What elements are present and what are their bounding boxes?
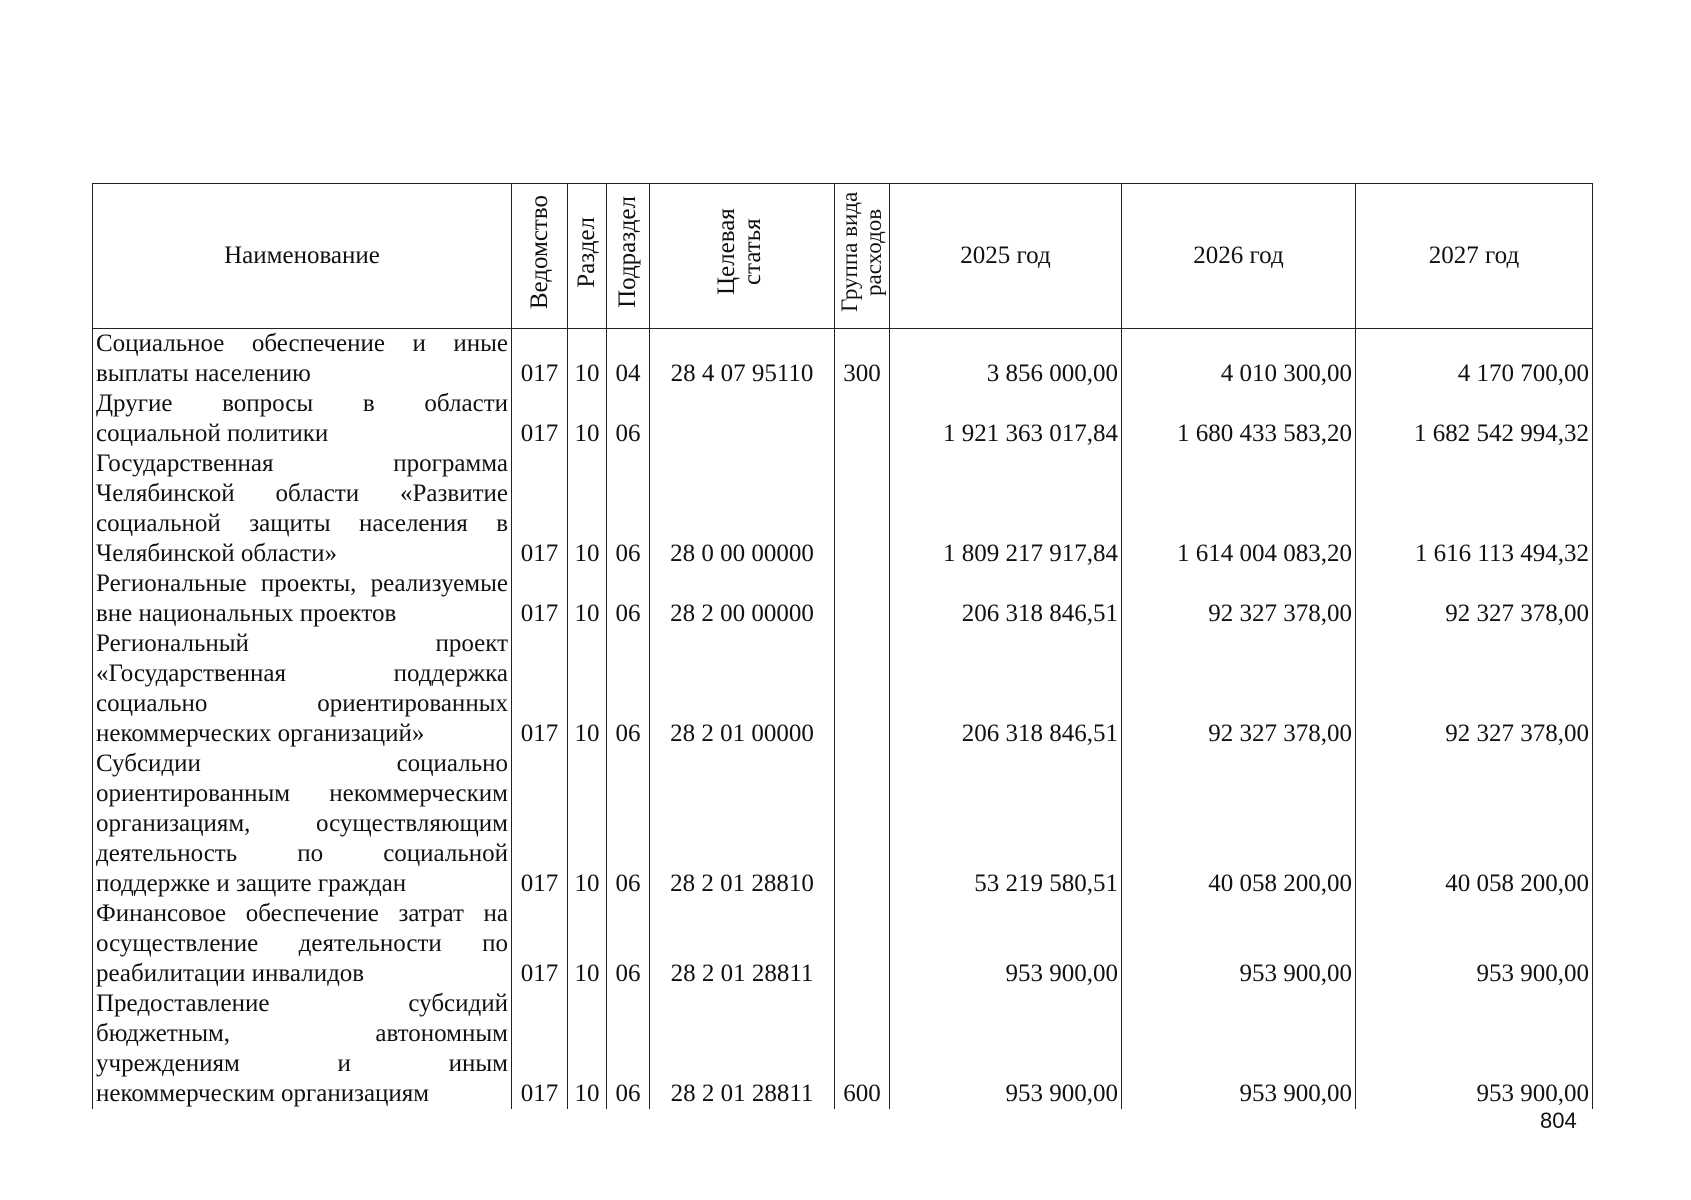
cell-name: Финансовое обеспечение затрат на осуществление деятельности по реабилитации инвалидов [93, 899, 512, 989]
table-row [93, 899, 1593, 989]
table-row [93, 629, 1593, 749]
cell-vedomstvo: 017 [512, 989, 568, 1109]
cell-2025: 206 318 846,51 [890, 629, 1122, 749]
cell-podrazdel: 06 [607, 389, 650, 449]
cell-podrazdel: 06 [607, 629, 650, 749]
cell-2027: 953 900,00 [1356, 989, 1593, 1109]
header-2027: 2027 год [1356, 184, 1593, 329]
cell-tselevaya-statya [650, 389, 835, 449]
cell-tselevaya-statya: 28 2 01 28811 [650, 989, 835, 1109]
header-razdel: Раздел [568, 184, 607, 329]
cell-name: Региональный проект «Государственная поддержка социально ориентированных некоммерческих организаций» [93, 629, 512, 749]
cell-2025: 206 318 846,51 [890, 569, 1122, 629]
cell-razdel: 10 [568, 449, 607, 569]
cell-2027: 1 616 113 494,32 [1356, 449, 1593, 569]
cell-2026: 40 058 200,00 [1122, 749, 1356, 899]
cell-vedomstvo: 017 [512, 569, 568, 629]
header-vedomstvo: Ведомство [512, 184, 568, 329]
cell-vedomstvo: 017 [512, 899, 568, 989]
cell-name: Другие вопросы в области социальной политики [93, 389, 512, 449]
cell-2027: 1 682 542 994,32 [1356, 389, 1593, 449]
header-row [93, 184, 1593, 329]
cell-2025: 953 900,00 [890, 989, 1122, 1109]
table-row [93, 749, 1593, 899]
cell-gruppa-vida-rashodov [835, 899, 890, 989]
cell-2027: 92 327 378,00 [1356, 569, 1593, 629]
cell-gruppa-vida-rashodov [835, 569, 890, 629]
cell-2026: 4 010 300,00 [1122, 329, 1356, 390]
cell-tselevaya-statya: 28 0 00 00000 [650, 449, 835, 569]
table-row [93, 569, 1593, 629]
header-tselevaya-statya: Целевая статья [650, 184, 835, 329]
cell-razdel: 10 [568, 389, 607, 449]
cell-tselevaya-statya: 28 2 00 00000 [650, 569, 835, 629]
table-row [93, 389, 1593, 449]
cell-gruppa-vida-rashodov [835, 629, 890, 749]
cell-2026: 1 680 433 583,20 [1122, 389, 1356, 449]
cell-podrazdel: 04 [607, 329, 650, 390]
cell-2027: 953 900,00 [1356, 899, 1593, 989]
table-row [93, 449, 1593, 569]
cell-name: Социальное обеспечение и иные выплаты населению [93, 329, 512, 390]
cell-vedomstvo: 017 [512, 749, 568, 899]
cell-vedomstvo: 017 [512, 329, 568, 390]
cell-razdel: 10 [568, 749, 607, 899]
cell-podrazdel: 06 [607, 749, 650, 899]
table-row [93, 329, 1593, 390]
cell-gruppa-vida-rashodov: 600 [835, 989, 890, 1109]
cell-razdel: 10 [568, 899, 607, 989]
cell-podrazdel: 06 [607, 569, 650, 629]
cell-name: Предоставление субсидий бюджетным, автономным учреждениям и иным некоммерческим организациям [93, 989, 512, 1109]
cell-2025: 3 856 000,00 [890, 329, 1122, 390]
cell-razdel: 10 [568, 989, 607, 1109]
cell-2025: 953 900,00 [890, 899, 1122, 989]
cell-2026: 92 327 378,00 [1122, 629, 1356, 749]
cell-name: Субсидии социально ориентированным некоммерческим организациям, осуществляющим деятельность по социальной поддержке и защите граждан [93, 749, 512, 899]
cell-2025: 53 219 580,51 [890, 749, 1122, 899]
cell-2027: 92 327 378,00 [1356, 629, 1593, 749]
cell-razdel: 10 [568, 629, 607, 749]
cell-podrazdel: 06 [607, 449, 650, 569]
cell-gruppa-vida-rashodov: 300 [835, 329, 890, 390]
page-number: 804 [1540, 1108, 1577, 1133]
budget-table [92, 183, 1593, 1109]
cell-2026: 953 900,00 [1122, 899, 1356, 989]
cell-2025: 1 921 363 017,84 [890, 389, 1122, 449]
cell-podrazdel: 06 [607, 899, 650, 989]
cell-tselevaya-statya: 28 2 01 28810 [650, 749, 835, 899]
table-row [93, 989, 1593, 1109]
cell-2027: 40 058 200,00 [1356, 749, 1593, 899]
cell-2026: 1 614 004 083,20 [1122, 449, 1356, 569]
cell-podrazdel: 06 [607, 989, 650, 1109]
cell-tselevaya-statya: 28 2 01 00000 [650, 629, 835, 749]
cell-razdel: 10 [568, 329, 607, 390]
cell-2026: 92 327 378,00 [1122, 569, 1356, 629]
cell-vedomstvo: 017 [512, 449, 568, 569]
header-2025: 2025 год [890, 184, 1122, 329]
cell-gruppa-vida-rashodov [835, 389, 890, 449]
cell-2027: 4 170 700,00 [1356, 329, 1593, 390]
cell-gruppa-vida-rashodov [835, 749, 890, 899]
cell-gruppa-vida-rashodov [835, 449, 890, 569]
cell-name: Государственная программа Челябинской области «Развитие социальной защиты населения в Челябинской области» [93, 449, 512, 569]
header-podrazdel: Подраздел [607, 184, 650, 329]
cell-2026: 953 900,00 [1122, 989, 1356, 1109]
cell-vedomstvo: 017 [512, 629, 568, 749]
cell-name: Региональные проекты, реализуемые вне национальных проектов [93, 569, 512, 629]
cell-2025: 1 809 217 917,84 [890, 449, 1122, 569]
header-name: Наименование [93, 184, 512, 329]
cell-razdel: 10 [568, 569, 607, 629]
cell-tselevaya-statya: 28 2 01 28811 [650, 899, 835, 989]
header-gruppa-vida-rashodov: Группа вида расходов [835, 184, 890, 329]
cell-vedomstvo: 017 [512, 389, 568, 449]
header-2026: 2026 год [1122, 184, 1356, 329]
cell-tselevaya-statya: 28 4 07 95110 [650, 329, 835, 390]
